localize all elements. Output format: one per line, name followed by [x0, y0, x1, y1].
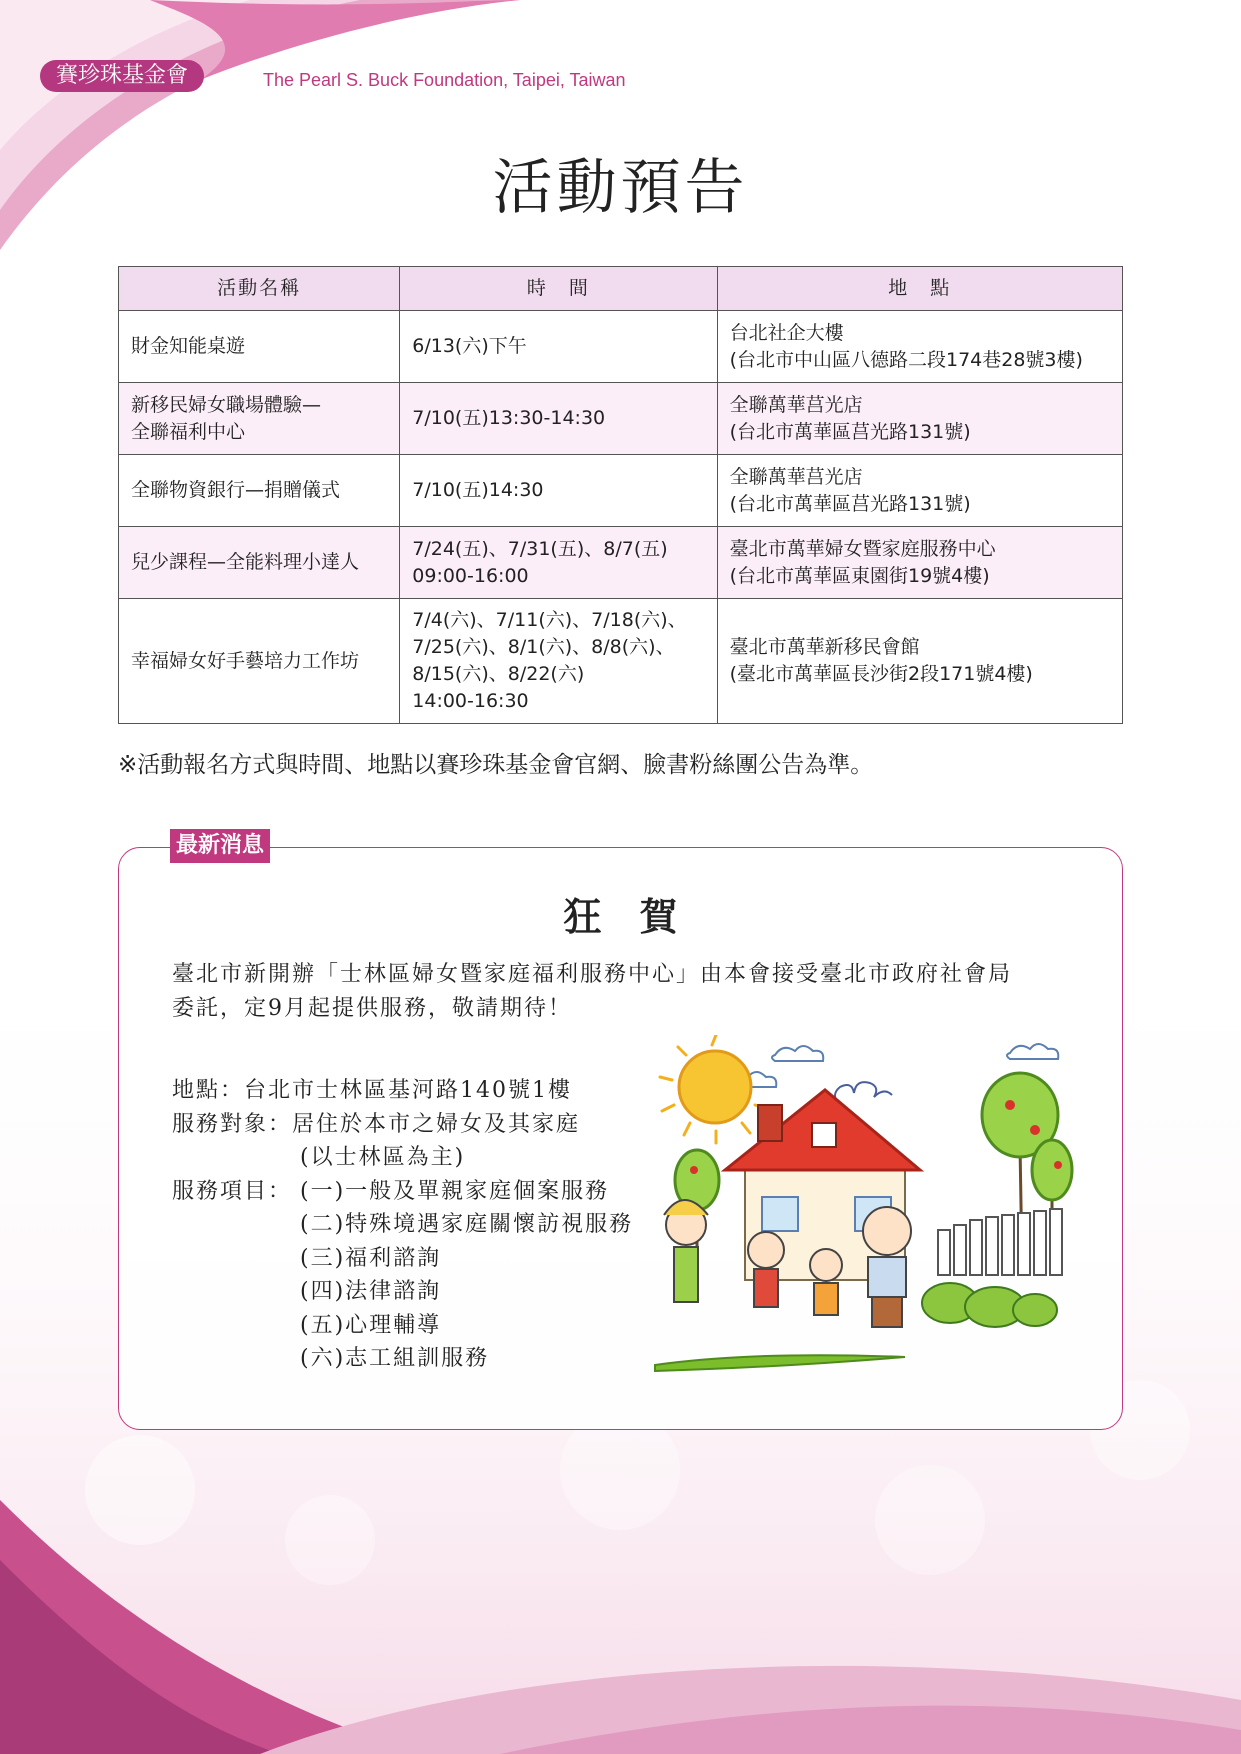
- table-row: [119, 455, 1123, 527]
- table-row: [119, 599, 1123, 724]
- registration-note: ※活動報名方式與時間、地點以賽珍珠基金會官網、臉書粉絲團公告為準。: [118, 752, 874, 778]
- table-row: [119, 383, 1123, 455]
- news-heading: 狂 賀: [563, 894, 678, 939]
- header-time: 時 間: [400, 267, 717, 311]
- org-badge: 賽珍珠基金會: [40, 60, 204, 92]
- grass: [655, 1355, 905, 1371]
- event-time-cell: [400, 527, 717, 599]
- event-time: 8/15(六)、8/22(六): [412, 663, 585, 685]
- service-item: (三)福利諮詢: [300, 1245, 442, 1271]
- family-house-illustration: [650, 1035, 1100, 1380]
- event-name-cell: [119, 455, 400, 527]
- events-table: [118, 266, 1123, 724]
- target-value: 居住於本市之婦女及其家庭: [292, 1111, 581, 1137]
- event-place: 全聯萬華莒光店: [729, 393, 863, 416]
- event-name: 全聯物資銀行—捐贈儀式: [131, 479, 341, 501]
- header-activity-name: 活動名稱: [119, 267, 400, 311]
- event-time: 14:00-16:30: [412, 690, 529, 712]
- location-row: [172, 1074, 692, 1108]
- event-place-cell: [717, 383, 1122, 455]
- event-time-cell: [400, 383, 717, 455]
- event-name-cell: [119, 599, 400, 724]
- event-time: 7/4(六)、7/11(六)、7/18(六)、: [412, 609, 687, 631]
- event-name-cell: [119, 311, 400, 383]
- event-time: 7/25(六)、8/1(六)、8/8(六)、: [412, 636, 675, 658]
- event-name-cell: [119, 527, 400, 599]
- service-item: (五)心理輔導: [300, 1312, 442, 1338]
- location-value: 台北市士林區基河路140號1樓: [244, 1078, 573, 1103]
- smoke-swirl: [835, 1082, 892, 1105]
- event-place: 臺北市萬華新移民會館: [729, 636, 920, 658]
- location-label: 地點：: [172, 1078, 245, 1103]
- event-place-cell: [717, 527, 1122, 599]
- service-item: (二)特殊境遇家庭關懷訪視服務: [300, 1212, 634, 1237]
- table-header-row: [119, 267, 1123, 311]
- event-place: 全聯萬華莒光店: [729, 465, 863, 488]
- service-item: (一)一般及單親家庭個案服務: [300, 1178, 610, 1204]
- service-info: [172, 1074, 692, 1376]
- event-time-cell: [400, 311, 717, 383]
- services-label: 服務項目：: [172, 1178, 293, 1204]
- event-time: 7/10(五)13:30-14:30: [412, 407, 606, 429]
- event-place: 臺北市萬華婦女暨家庭服務中心: [729, 537, 996, 560]
- target-note: (以士林區為主): [300, 1145, 466, 1170]
- event-time: 7/24(五)、7/31(五)、8/7(五): [412, 537, 668, 560]
- event-name: 幸福婦女好手藝培力工作坊: [131, 649, 360, 672]
- service-item: (四)法律諮詢: [300, 1279, 442, 1304]
- target-row: [172, 1108, 692, 1142]
- event-address: (台北市萬華區莒光路131號): [729, 420, 971, 443]
- bush-icon: [922, 1283, 1057, 1327]
- event-name: 全聯福利中心: [131, 420, 246, 443]
- target-label: 服務對象：: [172, 1111, 293, 1137]
- event-name: 財金知能桌遊: [131, 335, 246, 357]
- news-paragraph-line: 委託，定9月起提供服務，敬請期待！: [172, 996, 572, 1021]
- sun-icon: [660, 1035, 768, 1143]
- event-place-cell: [717, 311, 1122, 383]
- news-paragraph-line: 臺北市新開辦「士林區婦女暨家庭福利服務中心」由本會接受臺北市政府社會局: [172, 962, 1013, 987]
- event-address: (臺北市萬華區長沙街2段171號4樓): [729, 663, 1033, 685]
- table-row: [119, 527, 1123, 599]
- table-row: [119, 311, 1123, 383]
- event-place-cell: [717, 599, 1122, 724]
- event-time: 6/13(六)下午: [412, 335, 527, 357]
- services-row: [172, 1175, 692, 1209]
- event-time: 7/10(五)14:30: [412, 479, 544, 501]
- event-name: 兒少課程—全能料理小達人: [131, 551, 360, 573]
- event-time-cell: [400, 455, 717, 527]
- event-place: 台北社企大樓: [729, 321, 844, 344]
- event-name-cell: [119, 383, 400, 455]
- event-time-cell: [400, 599, 717, 724]
- header-place: 地 點: [717, 267, 1122, 311]
- service-item: (六)志工組訓服務: [300, 1346, 490, 1371]
- event-address: (台北市萬華區莒光路131號): [729, 492, 971, 515]
- event-place-cell: [717, 455, 1122, 527]
- page-title: 活動預告: [492, 153, 749, 223]
- news-tag: 最新消息: [170, 829, 270, 863]
- news-paragraph: [172, 958, 1082, 1026]
- fence-icon: [938, 1209, 1062, 1275]
- event-name: 新移民婦女職場體驗—: [131, 393, 322, 416]
- event-address: (台北市萬華區東園街19號4樓): [729, 564, 990, 587]
- org-english-name: The Pearl S. Buck Foundation, Taipei, Taiwan: [263, 70, 626, 90]
- event-time: 09:00-16:00: [412, 564, 529, 587]
- event-address: (台北市中山區八德路二段174巷28號3樓): [729, 348, 1083, 371]
